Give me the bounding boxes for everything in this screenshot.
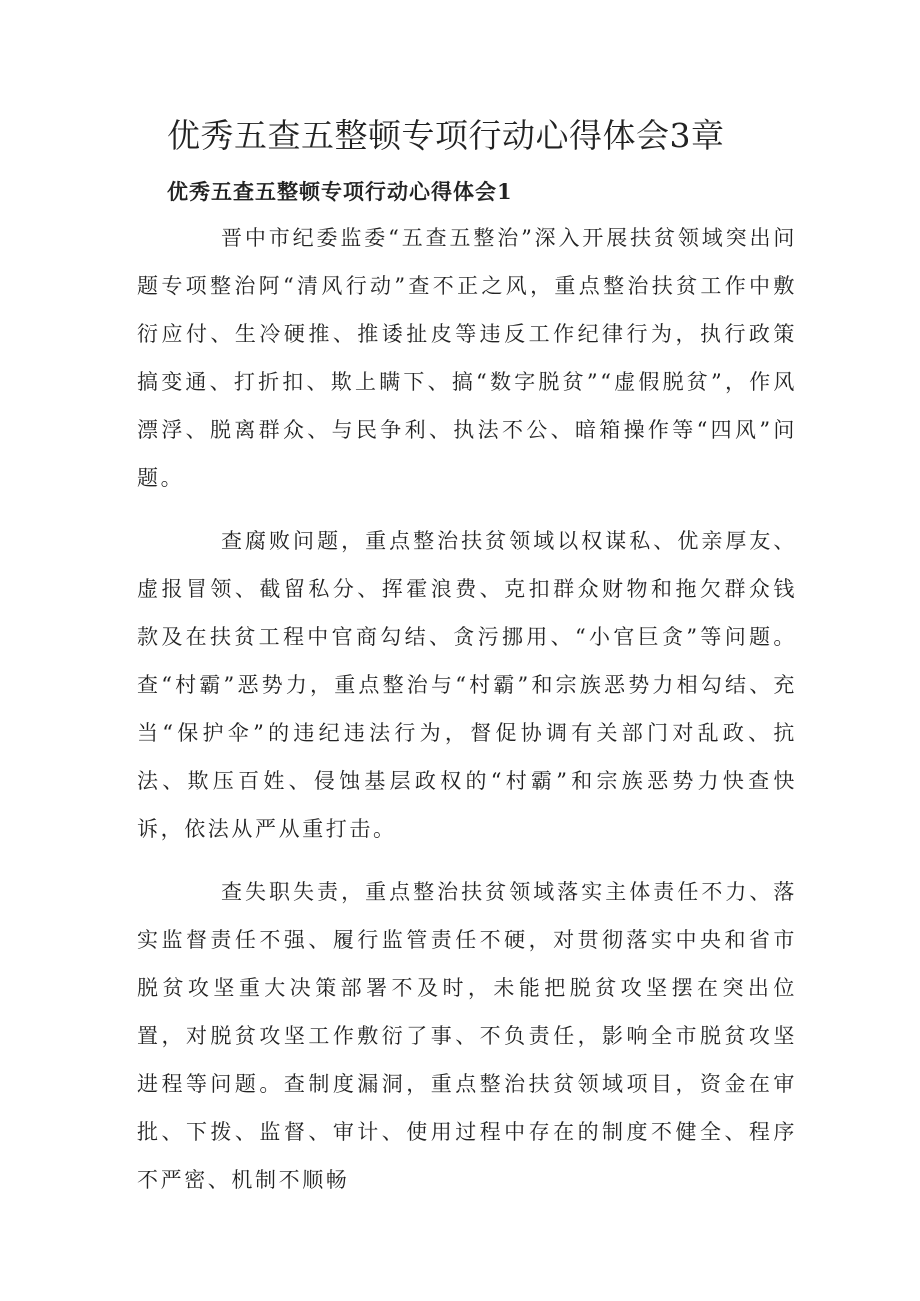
- paragraph-2: 查腐败问题，重点整治扶贫领域以权谋私、优亲厚友、虚报冒领、截留私分、挥霍浪费、克扣群众财物和拖欠群众钱款及在扶贫工程中官商勾结、贪污挪用、“小官巨贪”等问题。查“村霸”恶势力，重点整治与“村霸”和宗族恶势力相勾结、充当“保护伞”的违纪违法行为，督促协调有关部门对乱政、抗法、欺压百姓、侵蚀基层政权的“村霸”和宗族恶势力快查快诉，依法从严从重打击。: [137, 529, 797, 841]
- document-title: 优秀五查五整顿专项行动心得体会3章: [167, 116, 725, 155]
- section-subtitle: 优秀五查五整顿专项行动心得体会1: [167, 179, 513, 204]
- paragraph-3: 查失职失责，重点整治扶贫领域落实主体责任不力、落实监督责任不强、履行监管责任不硬，对贯彻落实中央和省市脱贫攻坚重大决策部署不及时，未能把脱贫攻坚摆在突出位置，对脱贫攻坚工作敷衍了事、不负责任，影响全市脱贫攻坚进程等问题。查制度漏洞，重点整治扶贫领域项目，资金在审批、下拨、监督、审计、使用过程中存在的制度不健全、程序不严密、机制不顺畅: [137, 880, 797, 1192]
- paragraph-1: 晋中市纪委监委“五查五整治”深入开展扶贫领域突出问题专项整治阿“清风行动”查不正之风，重点整治扶贫工作中敷衍应付、生冷硬推、推诿扯皮等违反工作纪律行为，执行政策搞变通、打折扣、欺上瞒下、搞“数字脱贫”“虚假脱贫”，作风漂浮、脱离群众、与民争利、执法不公、暗箱操作等“四风”问题。: [137, 226, 797, 490]
